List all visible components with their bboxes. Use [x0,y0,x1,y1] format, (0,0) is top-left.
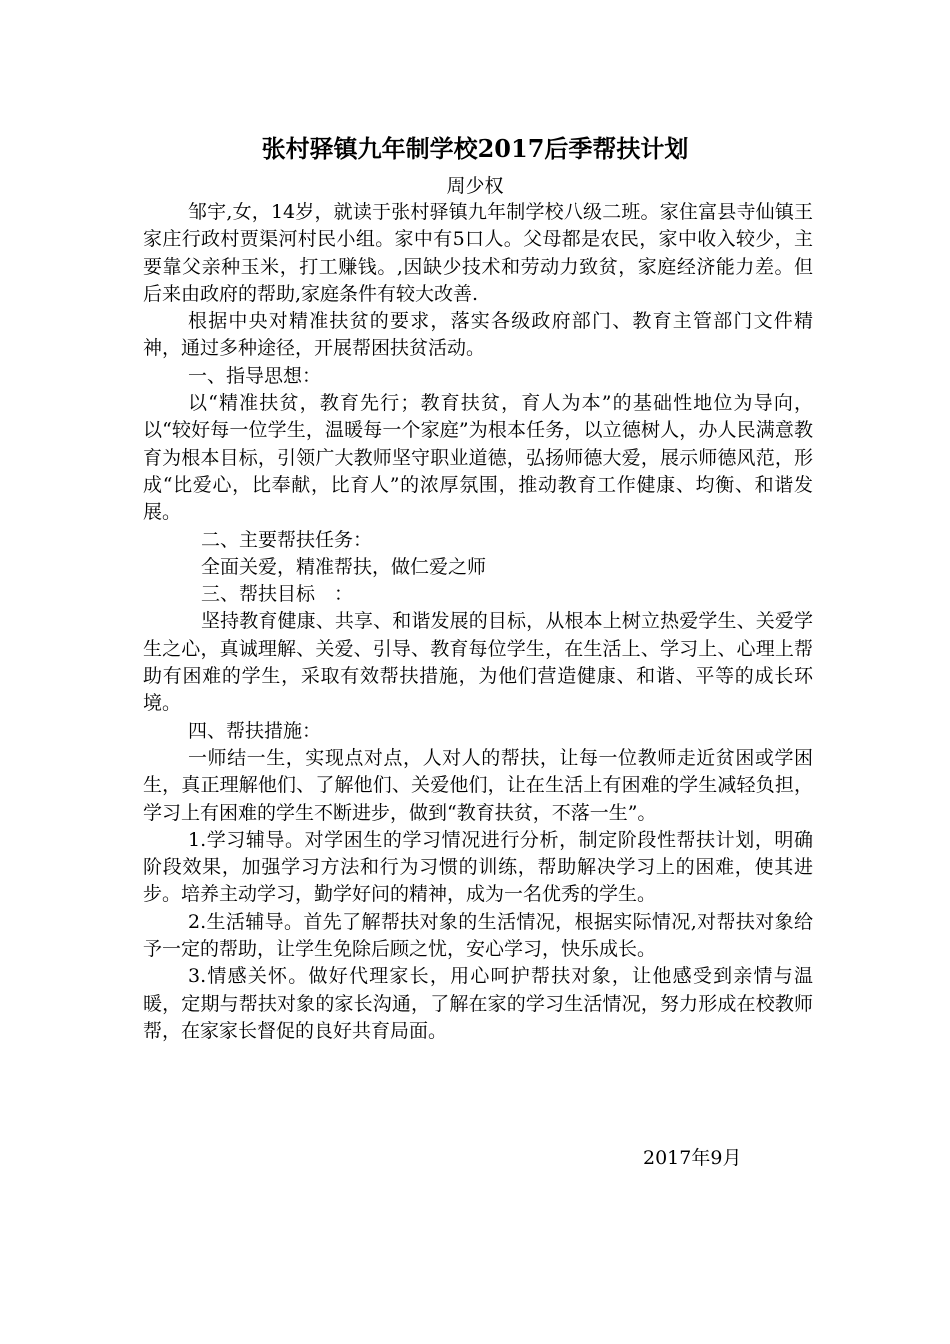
document-author: 周少权 [446,175,504,197]
section-heading-measures: 四、帮扶措施： [188,719,322,742]
section-heading-guiding-ideology: 一、指导思想： [188,364,322,387]
policy-basis-paragraph: 根据中央对精准扶贫的要求，落实各级政府部门、教育主管部门文件精神，通过多种途径，开展帮困扶贫活动。 [143,310,813,360]
student-background-paragraph: 邹宇,女，14岁，就读于张村驿镇九年制学校八级二班。家住富县寺仙镇王家庄行政村贾渠河村民小组。家中有5口人。父母都是农民，家中收入较少，主要靠父亲种玉米，打工赚钱。,因缺少技术和劳动力致贫，家庭经济能力差。但后来由政府的帮助,家庭条件有较大改善. [143,201,813,305]
section-heading-goals: 三、帮扶目标 ： [201,583,354,606]
section-heading-main-tasks: 二、主要帮扶任务： [201,528,373,551]
measures-paragraph: 一师结一生，实现点对点，人对人的帮扶，让每一位教师走近贫困或学困生，真正理解他们、了解他们、关爱他们，让在生活上有困难的学生减轻负担，学习上有困难的学生不断进步，做到“教育扶贫，不落一生”。 [143,746,813,824]
document-title: 张村驿镇九年制学校2017后季帮扶计划 [261,134,689,163]
measure-emotional-care: 3.情感关怀。做好代理家长，用心呵护帮扶对象，让他感受到亲情与温暖，定期与帮扶对象的家长沟通，了解在家的学习生活情况，努力形成在校教师帮，在家家长督促的良好共育局面。 [143,965,813,1042]
goals-paragraph: 坚持教育健康、共享、和谐发展的目标，从根本上树立热爱学生、关爱学生之心，真诚理解、关爱、引导、教育每位学生，在生活上、学习上、心理上帮助有困难的学生，采取有效帮扶措施，为他们营造健康、和谐、平等的成长环境。 [143,610,813,715]
measure-study-tutoring: 1.学习辅导。对学困生的学习情况进行分析，制定阶段性帮扶计划，明确阶段效果，加强学习方法和行为习惯的训练，帮助解决学习上的困难，使其进步。培养主动学习，勤学好问的精神，成为一名优秀的学生。 [143,828,813,906]
main-tasks-paragraph: 全面关爱，精准帮扶，做仁爱之师 [201,555,487,578]
measure-life-tutoring: 2.生活辅导。首先了解帮扶对象的生活情况，根据实际情况,对帮扶对象给予一定的帮助，让学生免除后顾之忧，安心学习，快乐成长。 [143,910,813,961]
document-body [143,199,813,1045]
guiding-ideology-paragraph: 以“精准扶贫，教育先行；教育扶贫，育人为本”的基础性地位为导向，以“较好每一位学生，温暖每一个家庭”为根本任务，以立德树人，办人民满意教育为根本目标，引领广大教师坚守职业道德，弘扬师德大爱，展示师德风范，形成“比爱心，比奉献，比育人”的浓厚氛围，推动教育工作健康、均衡、和谐发展。 [143,392,813,524]
document-date: 2017年9月 [643,1147,742,1169]
